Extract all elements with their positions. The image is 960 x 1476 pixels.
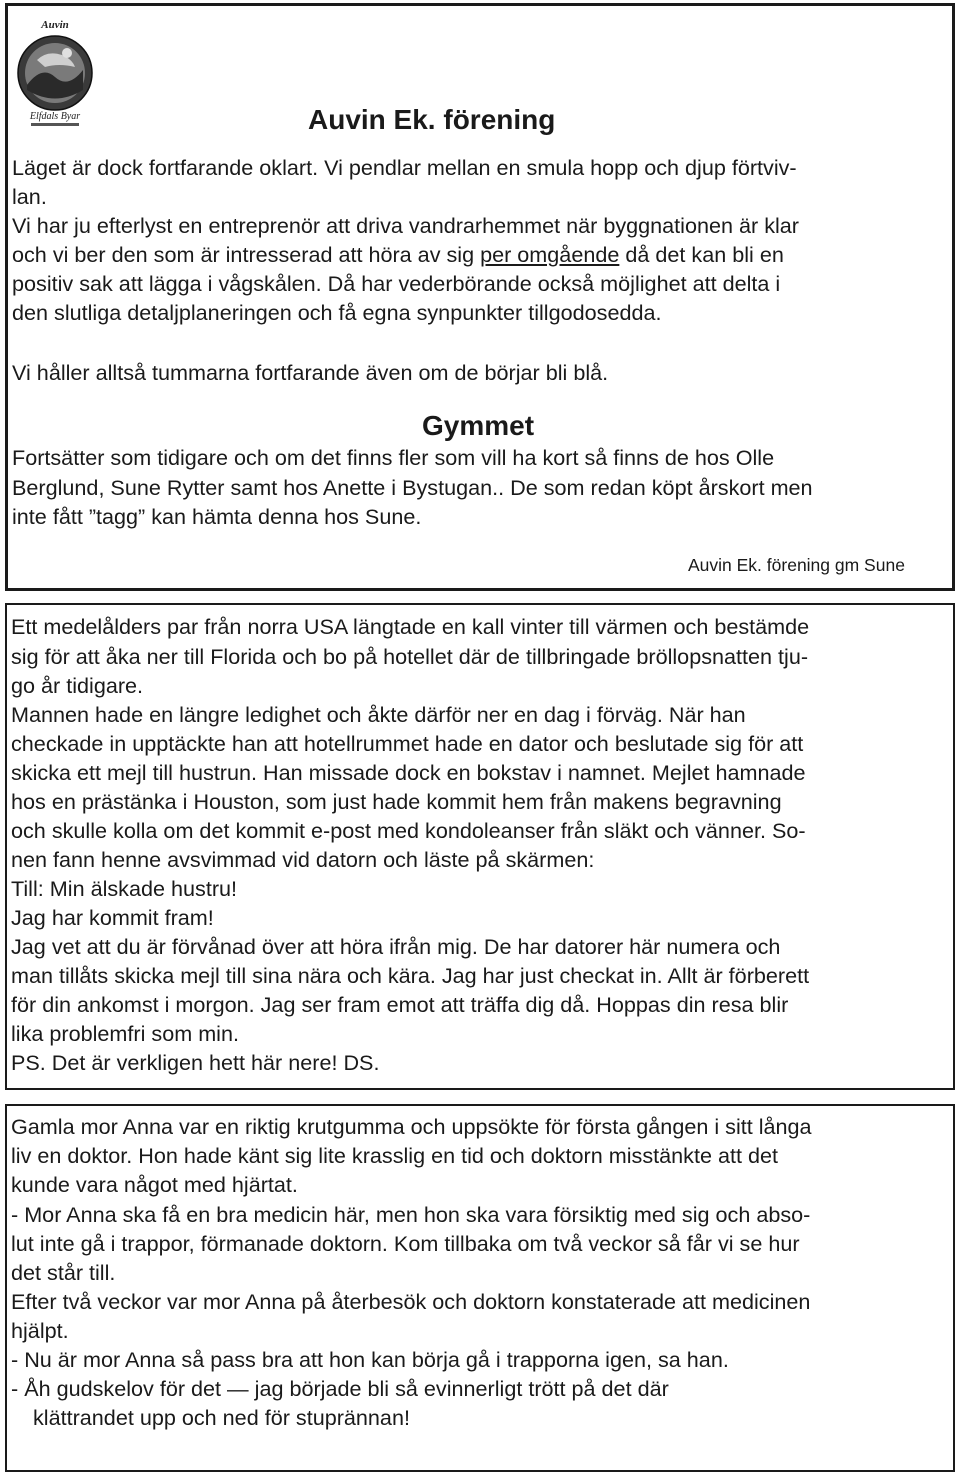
joke-text-line: - Åh gudskelov för det — jag började bli så evinnerligt trött på det där	[11, 1376, 669, 1401]
joke-text-line: hos en prästänka i Houston, som just hade kommit hem från makens begravning	[11, 789, 782, 814]
joke-text-line: Jag har kommit fram!	[11, 905, 214, 930]
joke-text-line: för din ankomst i morgon. Jag ser fram emot att träffa dig då. Hoppas din resa blir	[11, 992, 789, 1017]
joke-text-line: PS. Det är verkligen hett här nere! DS.	[11, 1050, 380, 1075]
article-text-line: Fortsätter som tidigare och om det finns fler som vill ha kort så finns de hos Olle	[12, 445, 775, 470]
joke-text-line: checkade in upptäckte han att hotellrummet hade en dator och beslutade sig för att	[11, 731, 804, 756]
joke-text-line: - Nu är mor Anna så pass bra att hon kan börja gå i trapporna igen, sa han.	[11, 1347, 729, 1372]
joke-text-line: hjälpt.	[11, 1318, 69, 1343]
association-logo	[17, 15, 93, 130]
joke-text-line: lika problemfri som min.	[11, 1021, 239, 1046]
joke-text-line: sig för att åka ner till Florida och bo på hotellet där de tillbringade bröllopsnatten tju-	[11, 644, 809, 669]
joke-text-line: liv en doktor. Hon hade känt sig lite krasslig en tid och doktorn misstänkte att det	[11, 1143, 778, 1168]
joke-text-line: Efter två veckor var mor Anna på återbesök och doktorn konstaterade att medicinen	[11, 1289, 811, 1314]
joke-text-line: Jag vet att du är förvånad över att höra ifrån mig. De har datorer här numera och	[11, 934, 781, 959]
joke-text-line: klättrandet upp och ned för stuprännan!	[33, 1405, 410, 1430]
article-text-line: Vi har ju efterlyst en entreprenör att driva vandrarhemmet när byggnationen är klar	[12, 213, 799, 238]
joke-text-line: Mannen hade en längre ledighet och åkte därför ner en dag i förväg. När han	[11, 702, 746, 727]
joke-text-line: nen fann henne avsvimmad vid datorn och läste på skärmen:	[11, 847, 595, 872]
article-text-line: positiv sak att lägga i vågskålen. Då har vederbörande också möjlighet att delta i	[12, 271, 781, 296]
joke-text-line: Gamla mor Anna var en riktig krutgumma och uppsökte för första gången i sitt långa	[11, 1114, 812, 1139]
section-heading: Gymmet	[422, 410, 535, 441]
article-text-line: lan.	[12, 184, 47, 209]
joke-text-line: - Mor Anna ska få en bra medicin här, men hon ska vara försiktig med sig och abso-	[11, 1202, 811, 1227]
article-text-line: Vi håller alltså tummarna fortfarande även om de börjar bli blå.	[12, 360, 609, 385]
text-segment: då det kan bli en	[619, 242, 784, 267]
joke-text-line: Ett medelålders par från norra USA längtade en kall vinter till värmen och bestämde	[11, 614, 810, 639]
article-text-line: inte fått ”tagg” kan hämta denna hos Sune.	[12, 504, 422, 529]
joke-text-line: och skulle kolla om det kommit e-post med kondoleanser från släkt och vänner. So-	[11, 818, 806, 843]
article-text-line	[12, 240, 784, 269]
joke-text-line: det står till.	[11, 1260, 116, 1285]
joke-text-line: skicka ett mejl till hustrun. Han missade dock en bokstav i namnet. Mejlet hamnade	[11, 760, 806, 785]
signature: Auvin Ek. förening gm Sune	[688, 555, 905, 575]
article-text-line: Läget är dock fortfarande oklart. Vi pendlar mellan en smula hopp och djup förtviv-	[12, 155, 797, 180]
logo-bottom-text: Elfdals Byar	[29, 111, 81, 122]
joke-text-line: lut inte gå i trappor, förmanade doktorn. Kom tillbaka om två veckor så får vi se hur	[11, 1231, 800, 1256]
joke-text-line: Till: Min älskade hustru!	[11, 876, 238, 901]
joke-text-line: go år tidigare.	[11, 673, 144, 698]
article-text-line: Berglund, Sune Rytter samt hos Anette i Bystugan.. De som redan köpt årskort men	[12, 475, 813, 500]
joke-text-line: kunde vara något med hjärtat.	[11, 1172, 298, 1197]
joke-text-line: man tillåts skicka mejl till sina nära och kära. Jag har just checkat in. Allt är förberett	[11, 963, 810, 988]
underlined-phrase: per omgående	[480, 242, 620, 267]
article-text-line: den slutliga detaljplaneringen och få egna synpunkter tillgodosedda.	[12, 300, 662, 325]
logo-top-text: Auvin	[41, 19, 69, 31]
text-segment: och vi ber den som är intresserad att höra av sig	[12, 242, 481, 267]
article-title: Auvin Ek. förening	[308, 104, 556, 135]
